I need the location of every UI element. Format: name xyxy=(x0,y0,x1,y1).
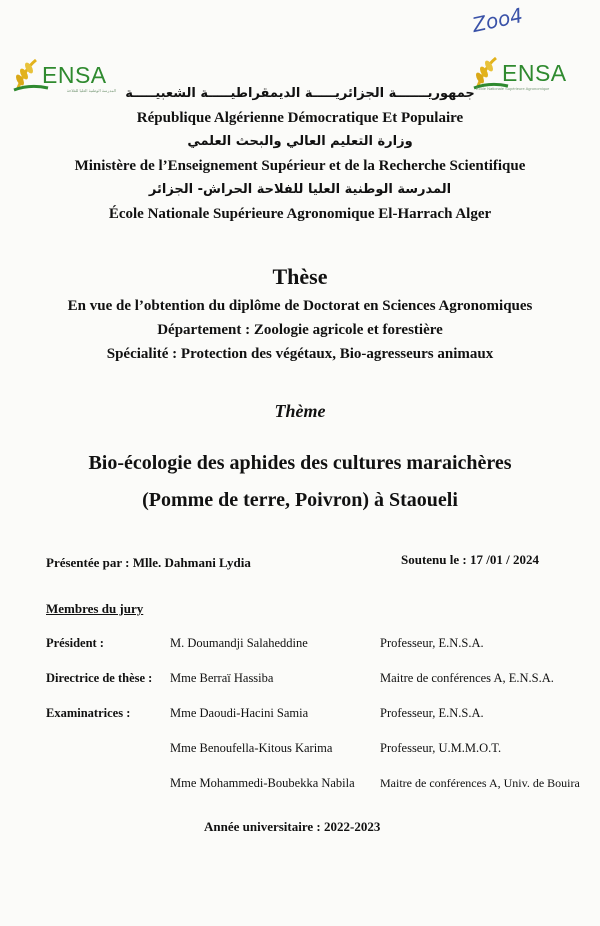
handwritten-note: Zoo4 xyxy=(470,2,525,38)
jury-title: Professeur, E.N.S.A. xyxy=(380,706,484,720)
thesis-specialty: Spécialité : Protection des végétaux, Bio-agresseurs animaux xyxy=(106,346,494,362)
ministry-french: Ministère de l’Enseignement Supérieur et de la Recherche Scientifique xyxy=(74,158,526,174)
jury-name: M. Doumandji Salaheddine xyxy=(170,636,308,650)
republic-french: République Algérienne Démocratique Et Populaire xyxy=(136,110,464,126)
jury-name: Mme Mohammedi-Boubekka Nabila xyxy=(170,776,355,790)
jury-name: Mme Daoudi-Hacini Samia xyxy=(170,706,309,720)
jury-row xyxy=(0,776,600,794)
logo-subtitle: École Nationale Supérieure Agronomique xyxy=(476,86,550,91)
jury-name: Mme Berraï Hassiba xyxy=(170,671,274,685)
jury-row xyxy=(0,706,600,724)
theme-label: Thème xyxy=(274,401,326,421)
republic-arabic: جمهوريـــــــة الجزائريـــــة الديمقراطيـــــة الشعبيـــــة xyxy=(125,86,475,101)
school-french: École Nationale Supérieure Agronomique El-Harrach Alger xyxy=(108,206,492,222)
thesis-title-line2: (Pomme de terre, Poivron) à Staoueli xyxy=(142,489,458,511)
academic-year: Année universitaire : 2022-2023 xyxy=(204,819,381,834)
ministry-arabic: وزارة التعليم العالي والبحث العلمي xyxy=(187,134,413,149)
logo-text: ENSA xyxy=(42,62,107,88)
presented-by: Présentée par : Mlle. Dahmani Lydia xyxy=(46,555,251,570)
jury-role: Examinatrices : xyxy=(46,706,131,720)
thesis-goal: En vue de l’obtention du diplôme de Doctorat en Sciences Agronomiques xyxy=(67,298,533,314)
jury-role: Président : xyxy=(46,636,104,650)
jury-row xyxy=(0,671,600,689)
logo-text: ENSA xyxy=(502,60,567,86)
thesis-title-line1: Bio-écologie des aphides des cultures maraichères xyxy=(88,452,512,474)
school-arabic: المدرسة الوطنية العليا للفلاحة الحراش- الجزائر xyxy=(148,182,452,197)
jury-title: Maitre de conférences A, E.N.S.A. xyxy=(380,671,554,685)
defended-on: Soutenu le : 17 /01 / 2024 xyxy=(401,552,539,567)
thesis-department: Département : Zoologie agricole et forestière xyxy=(157,322,443,338)
jury-heading: Membres du jury xyxy=(46,601,144,616)
jury-row xyxy=(0,636,600,654)
jury-row xyxy=(0,741,600,759)
thesis-label: Thèse xyxy=(272,264,328,289)
jury-title: Professeur, U.M.M.O.T. xyxy=(380,741,502,755)
jury-name: Mme Benoufella-Kitous Karima xyxy=(170,741,333,755)
jury-role: Directrice de thèse : xyxy=(46,671,153,685)
jury-title: Maitre de conférences A, Univ. de Bouira xyxy=(380,776,580,790)
jury-title: Professeur, E.N.S.A. xyxy=(380,636,484,650)
logo-subtitle: المدرسة الوطنية العليا للفلاحة xyxy=(66,88,116,93)
